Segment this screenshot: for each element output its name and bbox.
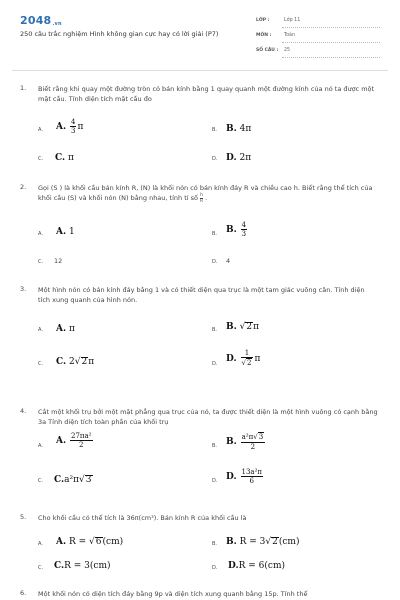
q5-option-d-value[interactable]: D.R = 6(cm) [228, 561, 285, 571]
q4-option-a-letter[interactable]: A. [38, 443, 43, 449]
q1-option-a-value[interactable]: A. $\frac{4}{3}$ π [56, 118, 84, 135]
q5-option-c-letter[interactable]: C. [38, 565, 44, 571]
q1-option-c-letter[interactable]: C. [38, 156, 44, 162]
q3-option-a-letter[interactable]: A. [38, 327, 43, 333]
meta-subject [256, 31, 380, 43]
q4-option-d-value[interactable]: D. $\frac{\text{13a²π}}{6}$ [226, 468, 262, 485]
meta-class-value: Lớp 11 [284, 18, 301, 23]
question-5-number: 5. [20, 513, 27, 521]
question-3-number: 3. [20, 285, 27, 293]
q1-option-b-value[interactable]: B. 4π [226, 124, 252, 134]
q5-option-a-value[interactable]: A. R = √6(cm) [56, 537, 124, 547]
q2-option-d-letter[interactable]: D. [212, 259, 218, 265]
meta-class-key: LỚP : [256, 18, 270, 23]
q2-option-d-value[interactable]: 4 [226, 257, 231, 265]
q4-option-a-value[interactable]: A. $\frac{\text{27πa²}}{2}$ [56, 432, 92, 449]
question-1-number: 1. [20, 84, 27, 92]
question-2-number: 2. [20, 183, 27, 191]
question-5-text: Cho khối cầu có thể tích là 36π(cm³). Bán kính R của khối cầu là [38, 514, 247, 522]
q4-option-c-value[interactable]: C.a²π√3 [54, 475, 92, 485]
q5-option-c-value[interactable]: C.R = 3(cm) [54, 561, 111, 571]
question-6-number: 6. [20, 589, 27, 597]
question-3-text: Một hình nón có bán kính đáy bằng 1 và có thiết diện qua trục là một tam giác vuông cân. Tính diện tích xung quanh của hình nón. [38, 286, 365, 304]
q3-option-c-letter[interactable]: C. [38, 361, 44, 367]
q3-option-b-letter[interactable]: B. [212, 327, 218, 333]
q4-option-c-letter[interactable]: C. [38, 478, 44, 484]
meta-count-value: 25 [284, 48, 291, 53]
question-4-text: Cắt một khối trụ bởi một mặt phẳng qua trục của nó, ta được thiết diện là một hình vuông có cạnh bằng 3a Tính diện tích toàn phần của khối trụ [38, 408, 378, 426]
header-divider [12, 70, 388, 71]
logo-sub: .vn [52, 21, 62, 27]
meta-count [256, 46, 380, 58]
q2-option-c-value[interactable]: 12 [54, 257, 63, 265]
meta-class [256, 16, 380, 28]
meta-count-key: SỐ CÂU : [256, 48, 279, 53]
document-title: 250 câu trắc nghiệm Hình không gian cực hay có lời giải (P7) [20, 30, 219, 38]
q3-option-a-value[interactable]: A. π [56, 324, 75, 334]
q5-option-b-value[interactable]: B. R = 3√2(cm) [226, 537, 300, 547]
q5-option-b-letter[interactable]: B. [212, 541, 218, 547]
q1-option-a-letter[interactable]: A. [38, 127, 43, 133]
q5-option-a-letter[interactable]: A. [38, 541, 43, 547]
q2-option-b-value[interactable]: B. $\frac{4}{3}$ [226, 221, 247, 238]
question-4-number: 4. [20, 407, 27, 415]
q2-option-a-value[interactable]: A. 1 [56, 227, 75, 237]
q5-option-d-letter[interactable]: D. [212, 565, 218, 571]
logo-main: 2048 [20, 14, 52, 27]
q1-option-b-letter[interactable]: B. [212, 127, 218, 133]
q3-option-b-value[interactable]: B. √2π [226, 322, 260, 332]
q3-option-c-value[interactable]: C. 2√2π [56, 357, 95, 367]
q1-option-d-letter[interactable]: D. [212, 156, 218, 162]
meta-subject-key: MÔN : [256, 33, 272, 38]
q4-option-d-letter[interactable]: D. [212, 478, 218, 484]
q1-option-c-value[interactable]: C. π [55, 153, 74, 163]
q4-option-b-letter[interactable]: B. [212, 443, 218, 449]
q3-option-d-value[interactable]: D. $\frac{1}{√2}$ π [226, 349, 261, 367]
question-2-text: Gọi (S ) là khối cầu bán kính R, (N) là khối nón có bán kính đáy R và chiều cao h. Biết rằng thể tích của khối cầu (S) và khối nón (N) bằng nhau, tính tỉ số $\frac{h}{R}$ . [38, 184, 373, 203]
q1-option-d-value[interactable]: D. 2π [226, 153, 252, 163]
q2-option-b-letter[interactable]: B. [212, 231, 218, 237]
question-6-text: Một khối nón có diện tích đáy bằng 9p và diện tích xung quanh bằng 15p. Tính thể [38, 590, 308, 598]
question-1-text: Biết rằng khi quay một đường tròn có bán kính bằng 1 quay quanh một đường kính của nó ta được một mặt cầu. Tính diện tích mặt cầu đo [38, 85, 375, 103]
site-logo[interactable] [20, 14, 62, 27]
meta-subject-value: Toán [284, 33, 296, 38]
q3-option-d-letter[interactable]: D. [212, 361, 218, 367]
q2-ratio: $\frac{h}{R}$ [200, 192, 203, 203]
q4-option-b-value[interactable]: B. $\frac{\text{a²π√3}}{2}$ [226, 433, 264, 451]
q2-option-c-letter[interactable]: C. [38, 259, 44, 265]
q2-option-a-letter[interactable]: A. [38, 231, 43, 237]
